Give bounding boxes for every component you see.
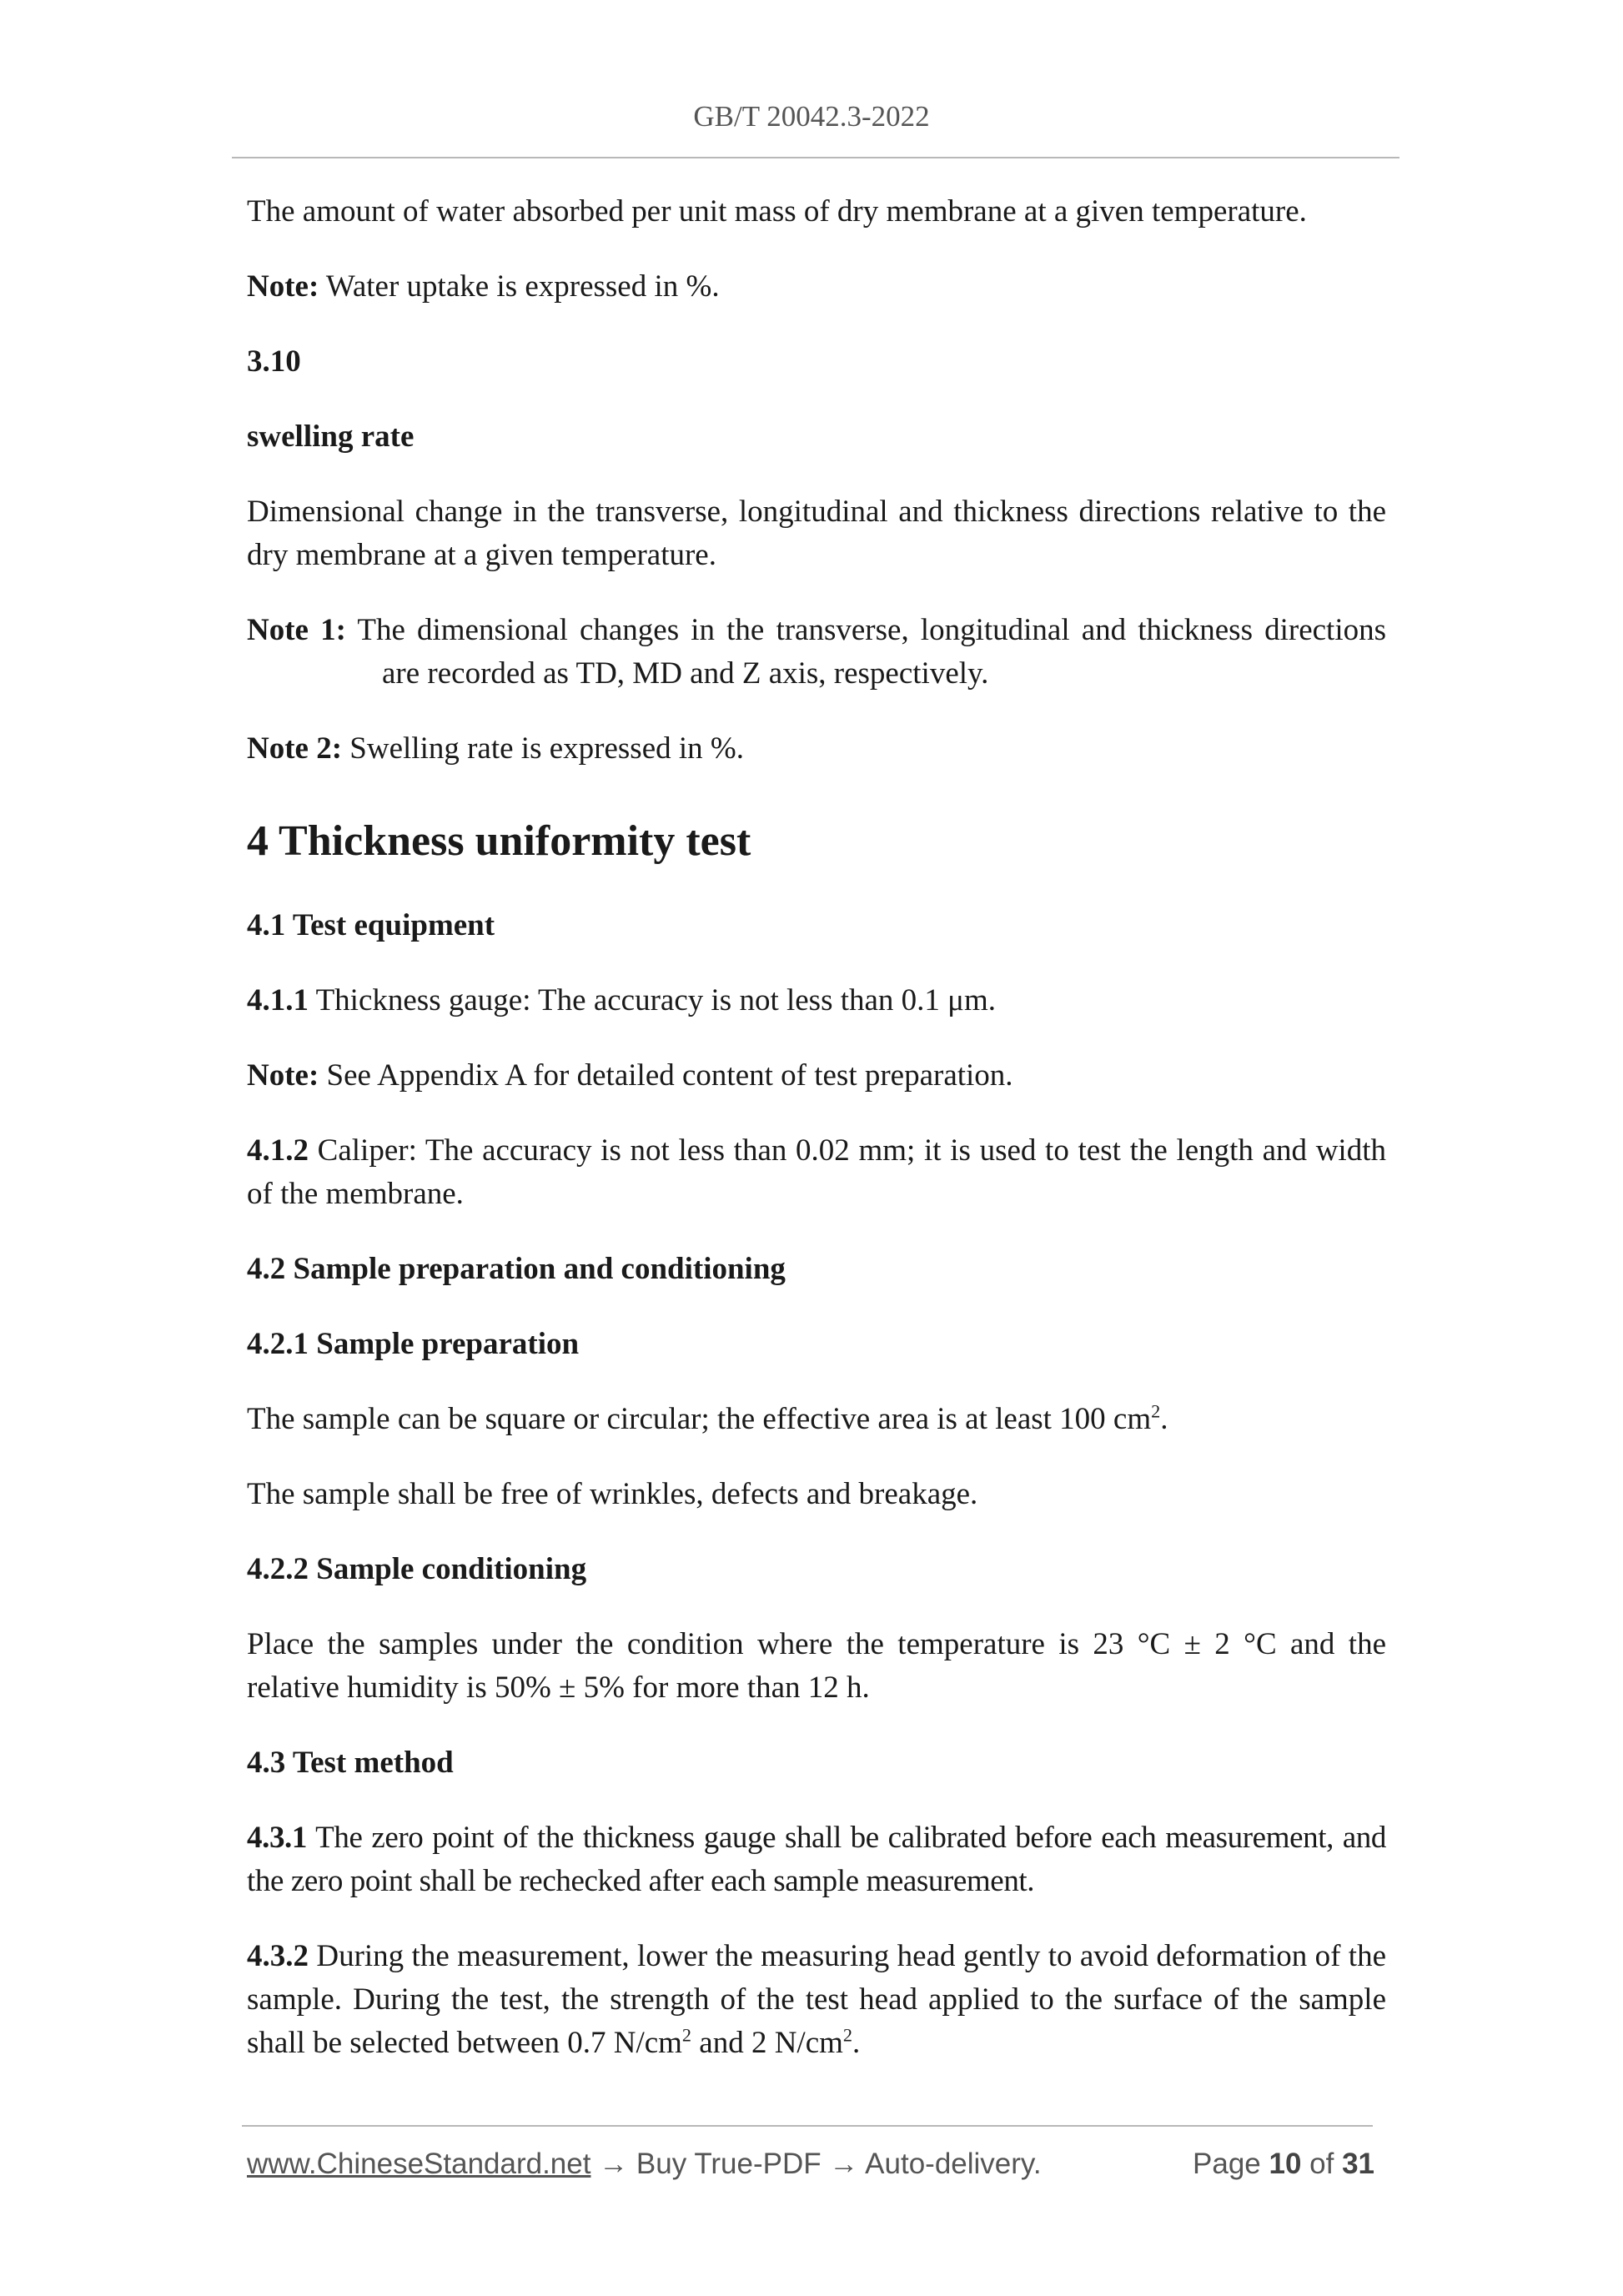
subsection-4-3-heading: 4.3 Test method [247,1746,454,1780]
note-2-swelling [247,727,1386,771]
clause-4-1-2 [247,1129,1386,1216]
clause-4-1-1 [247,979,1386,1022]
footer-website-link[interactable]: www.ChineseStandard.net [247,2148,591,2180]
subsection-4-1-heading: 4.1 Test equipment [247,908,495,942]
footer-promo [247,2148,1042,2181]
footer-promo-text: → Buy True-PDF → Auto-delivery. [590,2148,1042,2180]
page-footer [247,2148,1374,2181]
clause-4-3-2-text-a: During the measurement, lower the measuring head gently to avoid deformation of the sample. During the test, the strength of the test head applied to the surface of the sample shall be selected between 0.7 N/cm [247,1939,1386,2060]
clause-4-1-2-number: 4.1.2 [247,1133,309,1168]
clause-4-3-1-number: 4.3.1 [247,1821,308,1855]
note-label: Note: [247,269,319,304]
note-2-label: Note 2: [247,731,343,766]
clause-number-3-10: 3.10 [247,344,301,379]
clause-4-3-2-sup-1: 2 [681,2024,692,2046]
header-divider [232,157,1399,158]
clause-4-1-1-number: 4.1.1 [247,983,309,1017]
definition-water-uptake: The amount of water absorbed per unit mass of dry membrane at a given temperature. [247,194,1307,229]
sample-shape-end: . [1160,1402,1168,1436]
page-total: 31 [1342,2148,1374,2180]
clause-4-3-1 [247,1816,1386,1903]
note-water-uptake [247,265,1386,309]
page-of-label: of [1301,2148,1343,2180]
clause-4-1-2-text: Caliper: The accuracy is not less than 0.02 mm; it is used to test the length and width of the membrane. [247,1133,1386,1211]
footer-divider [242,2125,1373,2127]
note-appendix-label: Note: [247,1058,319,1093]
note-1-text: The dimensional changes in the transverse, longitudinal and thickness directions are recorded as TD, MD and Z axis, respectively. [345,613,1386,691]
clause-4-3-1-text: The zero point of the thickness gauge shall be calibrated before each measurement, and the zero point shall be rechecked after each sample measurement. [247,1821,1386,1898]
section-4-heading: 4 Thickness uniformity test [247,817,751,865]
sample-shape-text [247,1398,1386,1441]
conditioning-text: Place the samples under the condition where the temperature is 23 °C ± 2 °C and the relative humidity is 50% ± 5% for more than 12 h. [247,1627,1386,1705]
sample-free-text: The sample shall be free of wrinkles, defects and breakage. [247,1477,978,1511]
definition-swelling-rate: Dimensional change in the transverse, longitudinal and thickness directions relative to the dry membrane at a given temperature. [247,495,1386,572]
note-appendix-text: See Appendix A for detailed content of test preparation. [319,1058,1013,1093]
page-number [1193,2148,1374,2181]
subsection-4-2-1-heading: 4.2.1 Sample preparation [247,1327,580,1361]
subsection-4-2-2-heading: 4.2.2 Sample conditioning [247,1552,587,1586]
clause-4-3-2 [247,1935,1386,2065]
clause-4-3-2-number: 4.3.2 [247,1939,309,1973]
note-appendix-a [247,1054,1386,1098]
clause-4-1-1-text: Thickness gauge: The accuracy is not less than 0.1 μm. [309,983,997,1017]
sample-shape-sup: 2 [1151,1400,1161,1422]
document-body [247,190,1386,2065]
note-2-text: Swelling rate is expressed in %. [342,731,744,766]
clause-4-3-2-text-c: . [852,2026,861,2060]
note-1-dimensional-changes [247,609,1386,696]
clause-4-3-2-text-b: and 2 N/cm [691,2026,843,2060]
page-label: Page [1193,2148,1269,2180]
page-current: 10 [1269,2148,1302,2180]
clause-4-3-2-sup-2: 2 [842,2024,852,2046]
term-swelling-rate: swelling rate [247,420,415,454]
sample-shape-main: The sample can be square or circular; the effective area is at least 100 cm [247,1402,1152,1436]
subsection-4-2-heading: 4.2 Sample preparation and conditioning [247,1252,786,1286]
page-header-title: GB/T 20042.3-2022 [693,100,930,133]
note-1-label: Note 1: [247,613,346,647]
note-text: Water uptake is expressed in %. [319,269,720,304]
